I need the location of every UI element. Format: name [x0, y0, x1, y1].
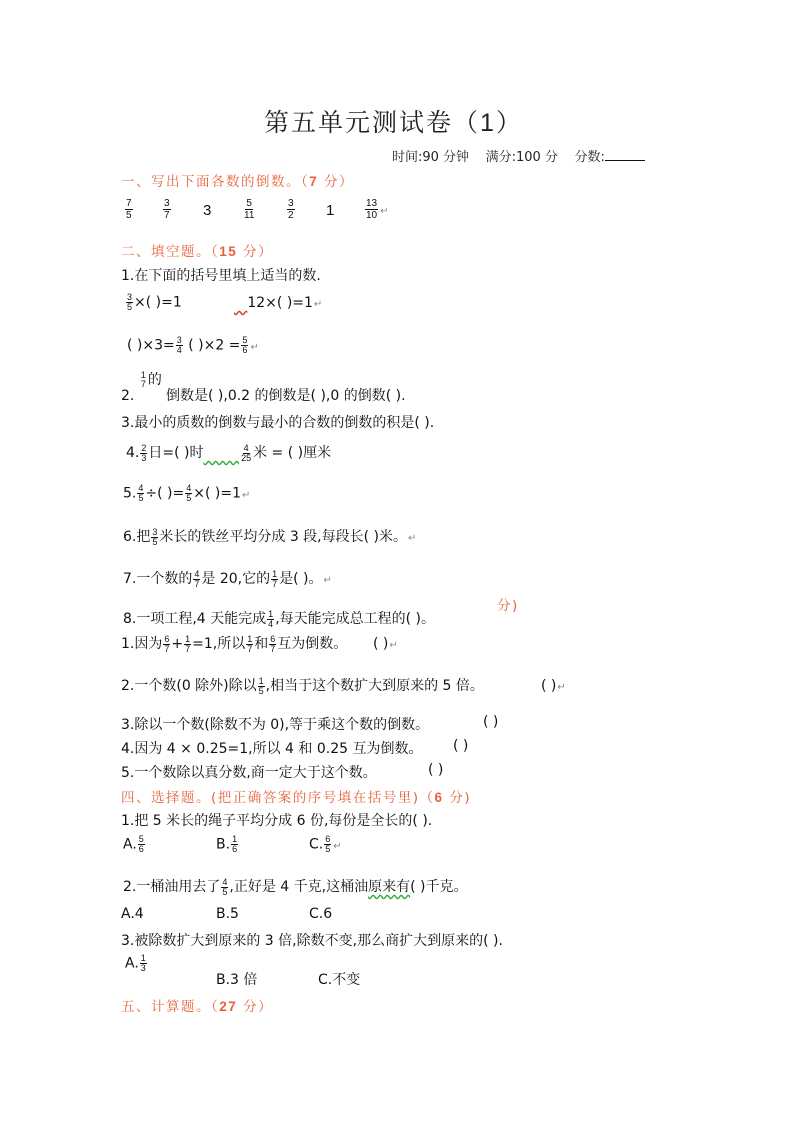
option-b[interactable]: B.5 — [216, 906, 239, 922]
return-mark-icon: ↵ — [313, 299, 323, 310]
recip-item: $\frac{7}{5}$ — [126, 198, 132, 221]
heading-text: 二、填空题。（ — [121, 244, 220, 260]
answer-paren[interactable]: ( ) — [428, 762, 444, 778]
return-mark-icon: ↵ — [557, 682, 566, 693]
option-c[interactable]: C. $\frac{6}{5}$ ↵ — [309, 834, 342, 854]
title-number: 1 — [480, 109, 496, 137]
return-mark-icon: ↵ — [389, 640, 398, 651]
option-c[interactable]: C.不变 — [318, 972, 361, 988]
return-mark-icon: ↵ — [241, 489, 251, 501]
question-3-2: 2.一个数(0 除外)除以 $\frac{1}{5}$ ,相当于这个数扩大到原来的 5 倍。 — [121, 675, 484, 696]
question-3-3: 3.除以一个数(除数不为 0),等于乘这个数的倒数。 — [121, 717, 430, 733]
option-a[interactable]: A. $\frac{5}{6}$ — [123, 834, 144, 854]
option-a[interactable]: A.4 — [121, 906, 144, 922]
recip-item: 3 — [203, 202, 212, 219]
question-3-1: 1.因为 $\frac{6}{7}$ + $\frac{1}{7}$ =1,所以 $\frac{1}{7}$ 和 $\frac{6}{7}$ 互为倒数。 — [121, 633, 348, 654]
heading-points: 7 — [309, 174, 319, 189]
question-2-6: 6.把 $\frac{3}{5}$ 米长的铁丝平均分成 3 段,每段长( )米。↵ — [123, 526, 417, 547]
question-2-4: 4. $\frac{2}{3}$ 日=( )时 $\frac{4}{25}$ 米 = ( )厘米 — [126, 442, 332, 463]
expr: ×( )=1 — [134, 294, 182, 311]
expr: ( )×3= — [127, 337, 175, 354]
option-c[interactable]: C.6 — [309, 906, 333, 922]
q2-1-a: $\frac{3}{5}$ ×( )=1 — [127, 292, 182, 312]
heading-end: 分） — [318, 174, 355, 190]
question-4-1: 1.把 5 米长的绳子平均分成 6 份,每份是全长的( ). — [121, 813, 433, 829]
question-2-7: 7.一个数的 $\frac{4}{7}$ 是 20,它的 $\frac{1}{7}$ 是( )。↵ — [123, 568, 332, 589]
answer-paren[interactable]: ( )↵ — [373, 636, 398, 652]
overflow-heading-fragment: 分) — [497, 598, 519, 614]
recip-item: $\frac{13}{10}$ ↵ — [366, 198, 389, 221]
question-2-1: 1.在下面的括号里填上适当的数. — [121, 268, 321, 284]
exam-meta — [392, 146, 645, 165]
return-mark-icon: ↵ — [380, 205, 389, 217]
de-char: 的 — [147, 372, 162, 388]
score-label: 分数: — [574, 150, 605, 165]
heading-text: 一、写出下面各数的倒数。（ — [121, 174, 310, 190]
return-mark-icon: ↵ — [323, 575, 332, 586]
option-b[interactable]: B. $\frac{1}{6}$ — [216, 834, 238, 854]
option-b[interactable]: B.3 倍 — [216, 972, 258, 988]
heading-text: 四、选择题。(把正确答案的序号填在括号里)（ — [121, 790, 435, 806]
question-2-2-text: 倒数是( ),0.2 的倒数是( ),0 的倒数( ). — [166, 388, 406, 404]
heading-points: 6 — [434, 790, 444, 805]
recip-item: $\frac{3}{2}$ — [288, 198, 294, 221]
q2-1-c: ( )×3= $\frac{3}{4}$ ( )×2 = $\frac{5}{6}$ ↵ — [127, 335, 259, 355]
question-3-4: 4.因为 4 × 0.25=1,所以 4 和 0.25 互为倒数。 — [121, 741, 423, 757]
section-2-heading — [121, 240, 273, 260]
section-1-heading — [121, 170, 354, 190]
heading-end: 分） — [237, 244, 274, 260]
heading-end: 分) — [443, 790, 472, 806]
question-2-2: 2. 1 7 的 — [121, 370, 162, 404]
recip-item: 1 — [326, 202, 335, 219]
question-2-8: 8.一项工程,4 天能完成 $\frac{1}{4}$ ,每天能完成总工程的( )。 — [123, 608, 436, 629]
answer-paren[interactable]: ( )↵ — [541, 678, 566, 694]
return-mark-icon: ↵ — [333, 840, 342, 852]
answer-paren[interactable]: ( ) — [453, 738, 469, 754]
option-a[interactable]: A. $\frac{1}{3}$ — [125, 953, 146, 973]
question-2-3: 3.最小的质数的倒数与最小的合数的倒数的积是( ). — [121, 415, 435, 431]
question-2-5: 5. $\frac{4}{5}$ ÷( )= $\frac{4}{5}$ ×( )=1↵ — [123, 483, 251, 503]
return-mark-icon: ↵ — [408, 533, 417, 544]
recip-item: $\frac{3}{7}$ — [164, 198, 170, 221]
expr: ( )×2 = — [188, 337, 241, 354]
q-num: 2. — [121, 388, 135, 404]
section-4-heading — [121, 786, 471, 806]
answer-paren[interactable]: ( ) — [483, 714, 499, 730]
return-mark-icon: ↵ — [250, 341, 259, 353]
question-3-5: 5.一个数除以真分数,商一定大于这个数。 — [121, 765, 377, 781]
time-limit: 时间:90 分钟 — [392, 150, 470, 165]
full-score: 满分:100 分 — [485, 150, 558, 165]
score-blank[interactable] — [605, 148, 645, 161]
heading-points: 15 — [219, 244, 238, 259]
heading-text: 五、计算题。（ — [121, 999, 220, 1015]
heading-points: 27 — [219, 999, 238, 1014]
question-4-2: 2.一桶油用去了 $\frac{4}{5}$ ,正好是 4 千克,这桶油原来有( )千克。 — [123, 876, 468, 897]
heading-end: 分） — [237, 999, 274, 1015]
recip-item: $\frac{5}{11}$ — [244, 198, 255, 221]
question-4-3: 3.被除数扩大到原来的 3 倍,除数不变,那么商扩大到原来的( ). — [121, 933, 503, 949]
title-text: 第五单元测试卷（ — [264, 108, 481, 137]
section-5-heading — [121, 995, 273, 1015]
page-title — [264, 103, 523, 139]
expr: 12×( )=1 — [247, 295, 313, 311]
q2-1-b — [234, 295, 322, 311]
title-end: ） — [495, 108, 523, 137]
